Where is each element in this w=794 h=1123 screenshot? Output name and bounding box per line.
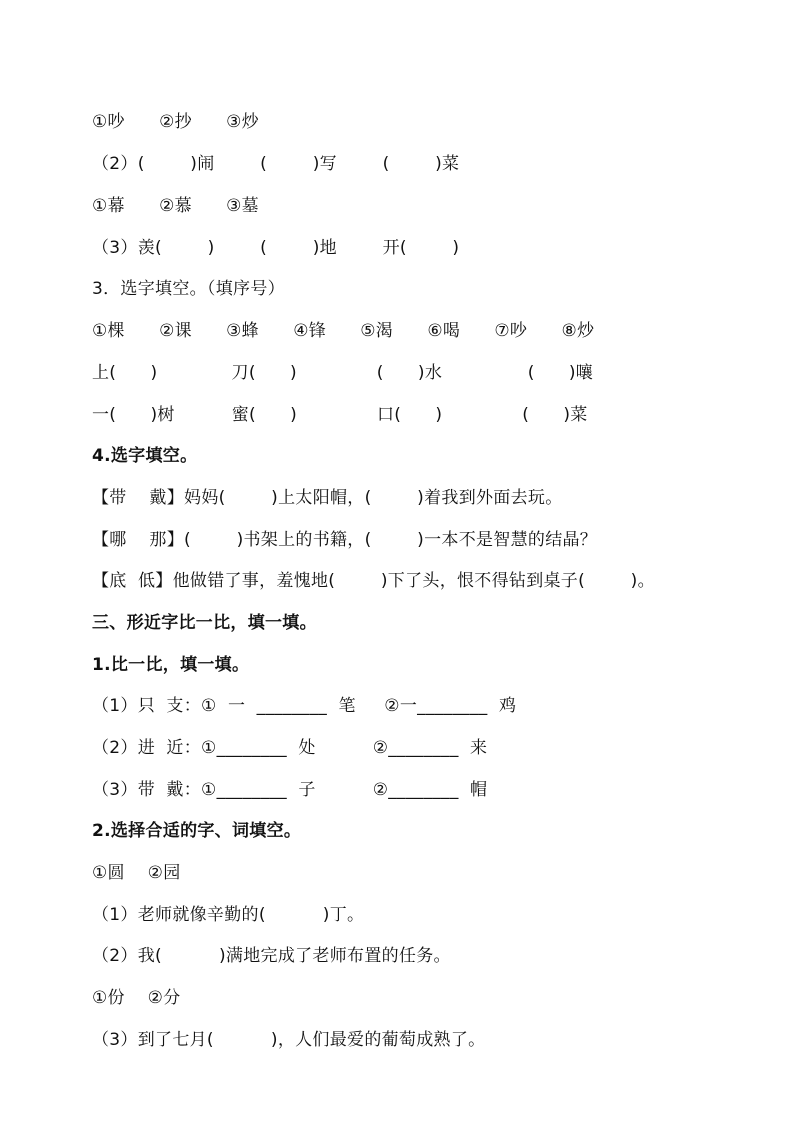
sentence-na: 【哪 那】( )书架上的书籍，( )一本不是智慧的结晶？ [92, 530, 598, 550]
options-row-yuan: ①圆 ②园 [92, 863, 181, 883]
sentence-3: （3）到了七月( )，人们最爱的葡萄成熟了。 [92, 1030, 486, 1050]
section-3-heading: 3．选字填空。（填序号） [92, 279, 285, 299]
sentence-di: 【底 低】他做错了事，羞愧地( )下了头，恨不得钻到桌子( )。 [92, 571, 655, 591]
subsection-1-heading: 1.比一比，填一填。 [92, 655, 250, 675]
options-row-chao: ①吵 ②抄 ③炒 [92, 112, 259, 132]
options-row-eight: ①棵 ②课 ③蜂 ④锋 ⑤渴 ⑥喝 ⑦吵 ⑧炒 [92, 321, 595, 341]
sentence-2: （2）我( )满地完成了老师布置的任务。 [92, 946, 451, 966]
sentence-1: （1）老师就像辛勤的( )丁。 [92, 905, 365, 925]
section-4-heading: 4.选字填空。 [92, 446, 198, 466]
fill-row-1: 上( ) 刀( ) ( )水 ( )嚷 [92, 363, 594, 383]
question-3-fill: （3）羡( ) ( )地 开( ) [92, 238, 460, 258]
options-row-mu: ①幕 ②慕 ③墓 [92, 196, 259, 216]
compare-row-3: （3）带 戴：①________ 子 ②________ 帽 [92, 780, 488, 800]
subsection-2-heading: 2.选择合适的字、词填空。 [92, 821, 302, 841]
part-3-heading: 三、形近字比一比，填一填。 [92, 613, 317, 633]
sentence-dai: 【带 戴】妈妈( )上太阳帽，( )着我到外面去玩。 [92, 488, 563, 508]
compare-row-1: （1）只 支：① 一 ________ 笔 ②一________ 鸡 [92, 696, 517, 716]
question-2-fill: （2）( )闹 ( )写 ( )菜 [92, 154, 460, 174]
fill-row-2: 一( )树 蜜( ) 口( ) ( )菜 [92, 405, 588, 425]
options-row-fen: ①份 ②分 [92, 988, 181, 1008]
compare-row-2: （2）进 近：①________ 处 ②________ 来 [92, 738, 488, 758]
